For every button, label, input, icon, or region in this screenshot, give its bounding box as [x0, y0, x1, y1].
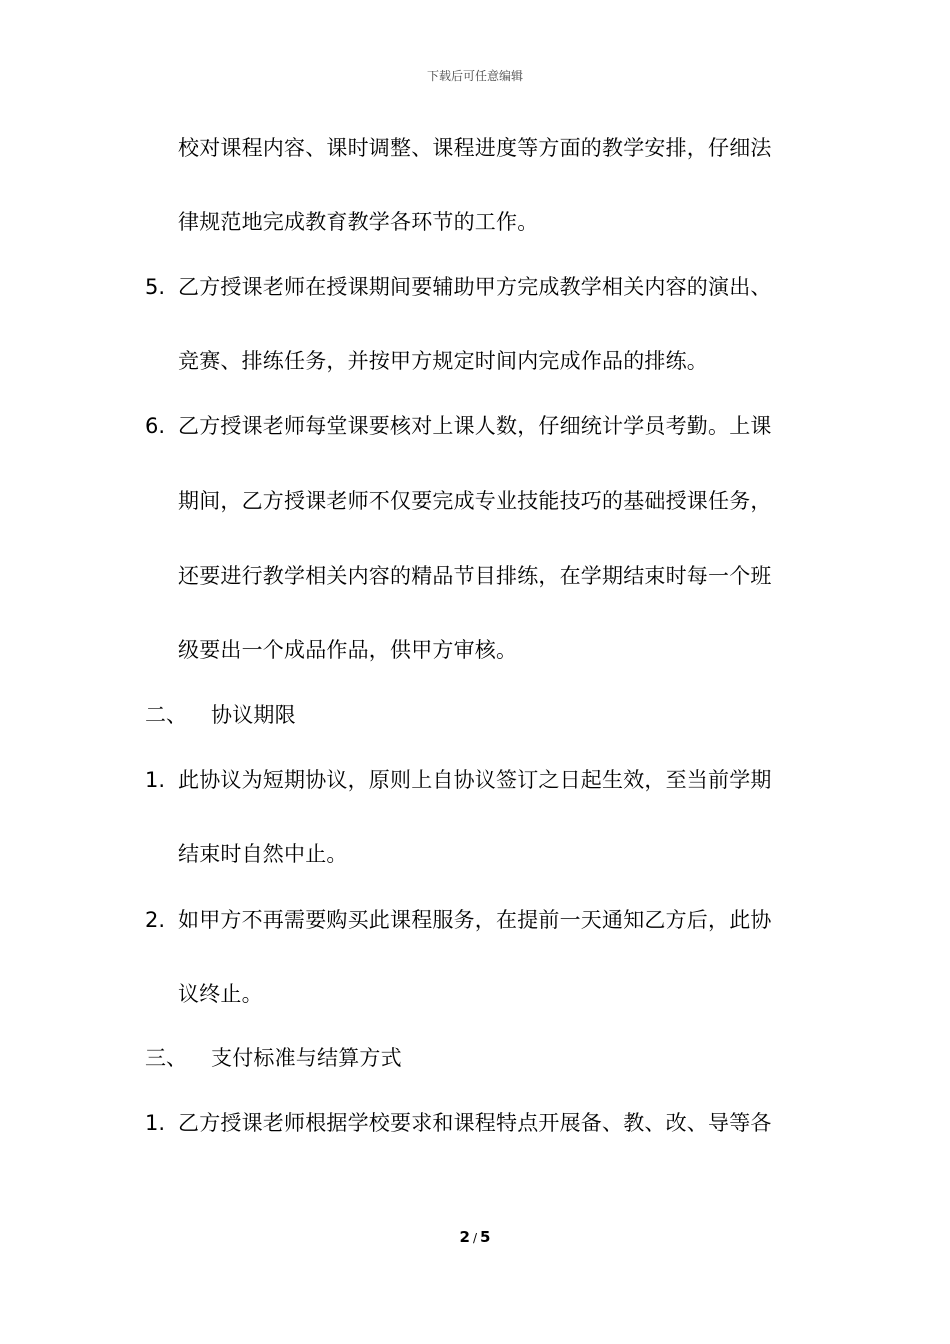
- section-title: 支付标准与结算方式: [211, 1046, 402, 1070]
- page-number: 2: [459, 1228, 470, 1246]
- body-line: 乙方授课老师根据学校要求和课程特点开展备、教、改、导等各: [178, 1111, 772, 1135]
- page-separator: /: [472, 1231, 478, 1245]
- body-line: 乙方授课老师在授课期间要辅助甲方完成教学相关内容的演出、: [178, 275, 772, 299]
- body-line: 律规范地完成教育教学各环节的工作。: [178, 210, 539, 234]
- body-line: 级要出一个成品作品，供甲方审核。: [178, 638, 518, 662]
- section-title: 协议期限: [211, 703, 296, 727]
- body-line: 结束时自然中止。: [178, 842, 348, 866]
- body-line: 竞赛、排练任务，并按甲方规定时间内完成作品的排练。: [178, 349, 708, 373]
- section-number: 三、: [145, 1046, 187, 1070]
- list-number: 1.: [145, 1111, 166, 1135]
- page-header: 下载后可任意编辑: [426, 69, 523, 83]
- body-line: 还要进行教学相关内容的精品节目排练，在学期结束时每一个班: [178, 564, 772, 588]
- body-line: 如甲方不再需要购买此课程服务，在提前一天通知乙方后，此协: [178, 908, 772, 932]
- body-line: 议终止。: [178, 982, 263, 1006]
- list-number: 5.: [145, 275, 166, 299]
- page-footer: [0, 1227, 950, 1248]
- body-line: 此协议为短期协议，原则上自协议签订之日起生效，至当前学期: [178, 768, 772, 792]
- section-number: 二、: [145, 703, 187, 727]
- body-line: 期间，乙方授课老师不仅要完成专业技能技巧的基础授课任务，: [178, 489, 772, 513]
- body-line: 校对课程内容、课时调整、课程进度等方面的教学安排，仔细法: [178, 136, 772, 160]
- page-total: 5: [480, 1228, 491, 1246]
- list-number: 2.: [145, 908, 166, 932]
- list-number: 1.: [145, 768, 166, 792]
- list-number: 6.: [145, 414, 166, 438]
- body-line: 乙方授课老师每堂课要核对上课人数，仔细统计学员考勤。上课: [178, 414, 772, 438]
